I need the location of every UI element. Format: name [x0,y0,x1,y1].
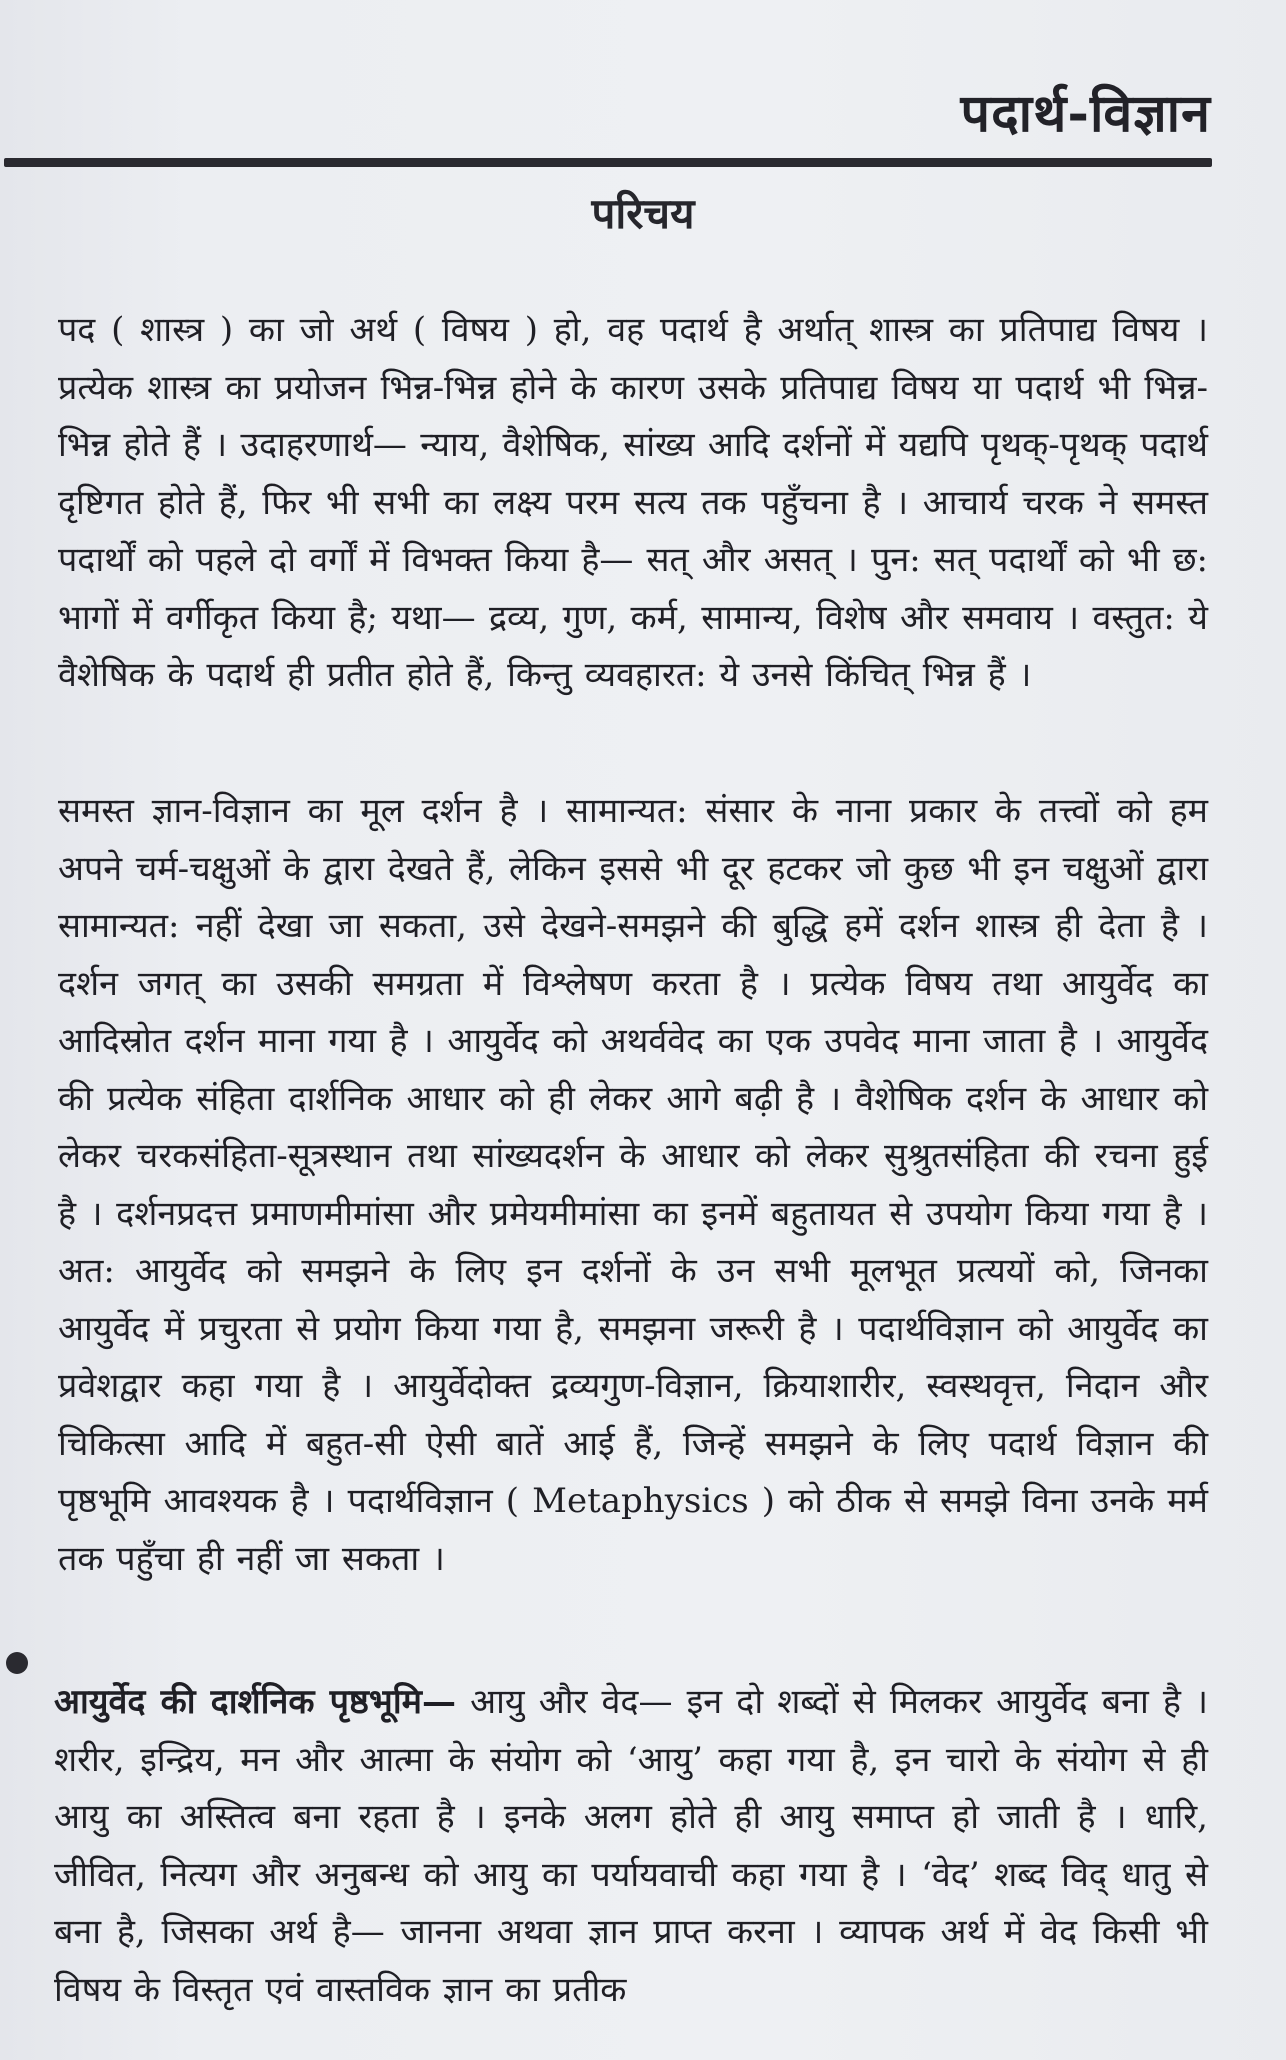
paragraph-3-lead: आयुर्वेद की दार्शनिक पृष्ठभूमि— [54,1682,456,1722]
paragraph-3 [54,1674,1208,2019]
bullet-icon [6,1652,28,1674]
running-header-title: पदार्थ-विज्ञान [960,83,1211,144]
section-heading: परिचय [591,189,695,238]
header-rule-divider [4,158,1212,167]
paragraph-3-body: आयु और वेद— इन दो शब्दों से मिलकर आयुर्वेद बना है । शरीर, इन्द्रिय, मन और आत्मा के संयोग को ‘आयु’ कहा गया है, इन चारो के संयोग से ही आयु का अस्तित्व बना रहता है । इनके अलग होते ही आयु समाप्त हो जाती है । धारि, जीवित, नित्यग और अनुबन्ध को आयु का पर्यायवाची कहा गया है । ‘वेद’ शब्द विद् धातु से बना है, जिसका अर्थ है— जानना अथवा ज्ञान प्राप्त करना । व्यापक अर्थ में वेद किसी भी विषय के विस्तृत एवं वास्तविक ज्ञान का प्रतीक [54,1682,1208,2010]
paragraph-2: समस्त ज्ञान-विज्ञान का मूल दर्शन है । सामान्यत: संसार के नाना प्रकार के तत्त्वों को हम अपने चर्म-चक्षुओं के द्वारा देखते हैं, लेकिन इससे भी दूर हटकर जो कुछ भी इन चक्षुओं द्वारा सामान्यत: नहीं देखा जा सकता, उसे देखने-समझने की बुद्धि हमें दर्शन शास्त्र ही देता है । दर्शन जगत् का उसकी समग्रता में विश्लेषण करता है । प्रत्येक विषय तथा आयुर्वेद का आदिस्रोत दर्शन माना गया है । आयुर्वेद को अथर्ववेद का एक उपवेद माना जाता है । आयुर्वेद की प्रत्येक संहिता दार्शनिक आधार को ही लेकर आगे बढ़ी है । वैशेषिक दर्शन के आधार को लेकर चरकसंहिता-सूत्रस्थान तथा सांख्यदर्शन के आधार को लेकर सुश्रुतसंहिता की रचना हुई है । दर्शनप्रदत्त प्रमाणमीमांसा और प्रमेयमीमांसा का इनमें बहुतायत से उपयोग किया गया है । अत: आयुर्वेद को समझने के लिए इन दर्शनों के उन सभी मूलभूत प्रत्ययों को, जिनका आयुर्वेद में प्रचुरता से प्रयोग किया गया है, समझना जरूरी है । पदार्थविज्ञान को आयुर्वेद का प्रवेशद्वार कहा गया है । आयुर्वेदोक्त द्रव्यगुण-विज्ञान, क्रियाशारीर, स्वस्थवृत्त, निदान और चिकित्सा आदि में बहुत-सी ऐसी बातें आई हैं, जिन्हें समझने के लिए पदार्थ विज्ञान की पृष्ठभूमि आवश्यक है । पदार्थविज्ञान ( Metaphysics ) को ठीक से समझे विना उनके मर्म तक पहुँचा ही नहीं जा सकता । [58,791,1208,1579]
paragraph-1: पद ( शास्त्र ) का जो अर्थ ( विषय ) हो, वह पदार्थ है अर्थात् शास्त्र का प्रतिपाद्य विषय । प्रत्येक शास्त्र का प्रयोजन भिन्न-भिन्न होने के कारण उसके प्रतिपाद्य विषय या पदार्थ भी भिन्न-भिन्न होते हैं । उदाहरणार्थ— न्याय, वैशेषिक, सांख्य आदि दर्शनों में यद्यपि पृथक्-पृथक् पदार्थ दृष्टिगत होते हैं, फिर भी सभी का लक्ष्य परम सत्य तक पहुँचना है । आचार्य चरक ने समस्त पदार्थों को पहले दो वर्गों में विभक्त किया है— सत् और असत् । पुन: सत् पदार्थों को भी छ: भागों में वर्गीकृत किया है; यथा— द्रव्य, गुण, कर्म, सामान्य, विशेष और समवाय । वस्तुत: ये वैशेषिक के पदार्थ ही प्रतीत होते हैं, किन्तु व्यवहारत: ये उनसे किंचित् भिन्न हैं । [58,310,1208,695]
